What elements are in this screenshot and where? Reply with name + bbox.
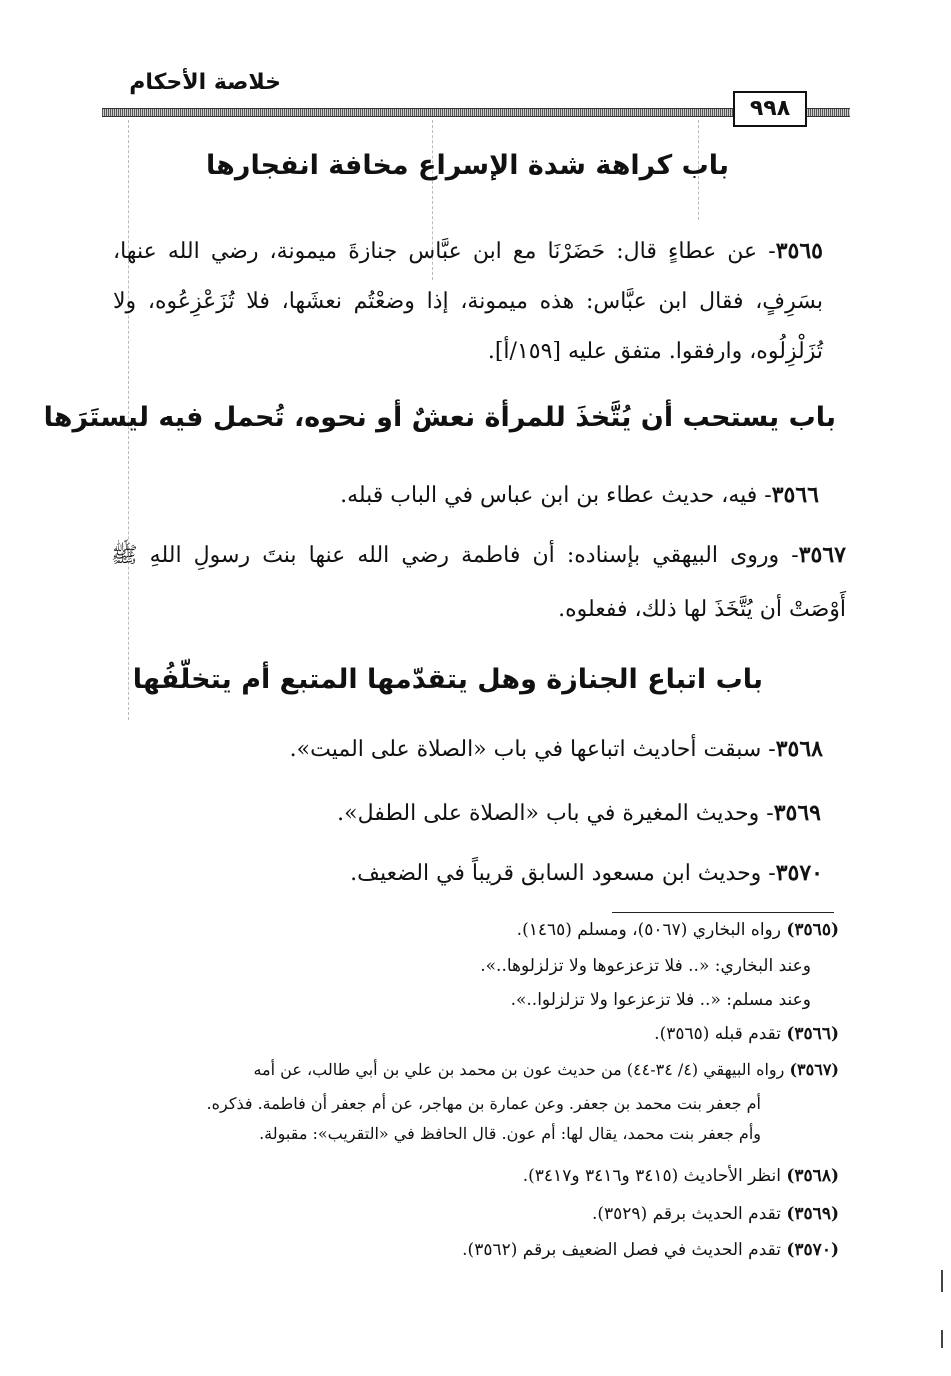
footnote-text: وعند مسلم: «.. فلا تزعزعوا ولا تزلزلوا..». bbox=[510, 990, 811, 1010]
header-band-left bbox=[102, 108, 756, 117]
hadith-number: ٣٥٦٦ bbox=[771, 482, 819, 508]
page-number: ٩٩٨ bbox=[733, 91, 807, 127]
footnote-number: (٣٥٦٥) bbox=[786, 920, 839, 940]
hadith-text-line: أَوْصَتْ أن يُتَّخَذَ لها ذلك، ففعلوه. bbox=[558, 597, 846, 622]
hadith-text-line: وحديث المغيرة في باب «الصلاة على الطفل». bbox=[337, 801, 760, 826]
footnote-text: تقدم الحديث في فصل الضعيف برقم (٣٥٦٢). bbox=[462, 1240, 781, 1260]
footnote bbox=[592, 1204, 839, 1224]
footnote-continuation bbox=[207, 1094, 761, 1113]
chapter-heading-1: باب كراهة شدة الإسراع مخافة انفجارها bbox=[206, 150, 729, 181]
hadith-text-line: بسَرِفٍ، فقال ابن عبَّاس: هذه ميمونة، إذا وضعْتُم نعشَها، فلا تُزَعْزِعُوه، ولا bbox=[113, 289, 823, 314]
header-band-right bbox=[806, 108, 850, 117]
hadith-3569: ٣٥٦٩- وحديث المغيرة في باب «الصلاة على الطفل». bbox=[337, 800, 821, 826]
footnote-number: (٣٥٦٦) bbox=[786, 1024, 839, 1044]
dash: - bbox=[757, 239, 776, 264]
hadith-text-line: سبقت أحاديث اتباعها في باب «الصلاة على الميت». bbox=[289, 737, 762, 762]
footnote-text: انظر الأحاديث (٣٤١٥ و٣٤١٦ و٣٤١٧). bbox=[522, 1166, 781, 1186]
footnote-number: (٣٥٧٠) bbox=[786, 1240, 839, 1260]
hadith-number: ٣٥٦٩ bbox=[773, 800, 821, 826]
hadith-text-line: وحديث ابن مسعود السابق قريباً في الضعيف. bbox=[350, 861, 762, 886]
footnote-continuation bbox=[259, 1124, 761, 1143]
footnote-number: (٣٥٦٩) bbox=[786, 1204, 839, 1224]
footnote-continuation bbox=[480, 956, 811, 976]
hadith-3566: ٣٥٦٦- فيه، حديث عطاء بن ابن عباس في الباب قبله. bbox=[340, 482, 819, 508]
running-title: خلاصة الأحكام bbox=[129, 70, 281, 95]
footnote-text: وعند البخاري: «.. فلا تزعزعوها ولا تزلزلوها..». bbox=[480, 956, 811, 976]
chapter-heading-3: باب اتباع الجنازة وهل يتقدّمها المتبع أم يتخلّفُها bbox=[132, 664, 763, 695]
footnote-text: أم جعفر بنت محمد بن جعفر. وعن عمارة بن مهاجر، عن أم جعفر أن فاطمة. فذكره. bbox=[206, 1094, 761, 1113]
footnote-text: رواه البخاري (٥٠٦٧)، ومسلم (١٤٦٥). bbox=[516, 920, 781, 940]
footnote bbox=[462, 1240, 839, 1260]
hadith-number: ٣٥٦٥ bbox=[775, 238, 823, 264]
scan-edge-mark bbox=[941, 1270, 943, 1292]
footnote bbox=[253, 1060, 839, 1079]
hadith-text-line: تُزَلْزِلُوه، وارفقوا. متفق عليه [١٥٩/أ]. bbox=[487, 339, 823, 364]
chapter-heading-2: باب يستحب أن يُتَّخذَ للمرأة نعشٌ أو نحوه، تُحمل فيه ليستَرَها bbox=[43, 402, 836, 433]
footnote-continuation bbox=[511, 990, 811, 1010]
hadith-text-line: وروى البيهقي بإسناده: أن فاطمة رضي الله عنها بنتَ رسولِ اللهِ ﷺ bbox=[111, 543, 780, 568]
hadith-text-line: عن عطاءٍ قال: حَضَرْنَا مع ابن عبَّاس جنازةَ ميمونة، رضي الله عنها، bbox=[113, 239, 758, 264]
footnote-text: تقدم قبله (٣٥٦٥). bbox=[654, 1024, 781, 1044]
scan-edge-mark bbox=[941, 1330, 943, 1348]
hadith-number: ٣٥٧٠ bbox=[775, 860, 823, 886]
hadith-3568: ٣٥٦٨- سبقت أحاديث اتباعها في باب «الصلاة على الميت». bbox=[289, 736, 823, 762]
hadith-number: ٣٥٦٧ bbox=[798, 542, 846, 568]
footnote-text: وأم جعفر بنت محمد، يقال لها: أم عون. قال الحافظ في «التقريب»: مقبولة. bbox=[259, 1124, 761, 1143]
hadith-text-line: فيه، حديث عطاء بن ابن عباس في الباب قبله. bbox=[340, 483, 758, 508]
hadith-3565 bbox=[113, 226, 823, 377]
footnote-separator bbox=[612, 912, 834, 913]
footnote-number: (٣٥٦٧) bbox=[789, 1060, 839, 1079]
hadith-3570: ٣٥٧٠- وحديث ابن مسعود السابق قريباً في الضعيف. bbox=[350, 860, 823, 886]
hadith-number: ٣٥٦٨ bbox=[775, 736, 823, 762]
footnote bbox=[523, 1166, 839, 1186]
hadith-3567: ٣٥٦٧- وروى البيهقي بإسناده: أن فاطمة رضي الله عنها بنتَ رسولِ اللهِ ﷺ أَوْصَتْ أن يُتَّخَذَ لها ذلك، ففعلوه. bbox=[111, 542, 846, 622]
footnote bbox=[654, 1024, 839, 1044]
footnote bbox=[517, 920, 839, 940]
footnote-text: رواه البيهقي (٤/ ٣٤-٤٤) من حديث عون بن محمد بن علي بن أبي طالب، عن أمه bbox=[253, 1060, 785, 1079]
footnote-text: تقدم الحديث برقم (٣٥٢٩). bbox=[591, 1204, 781, 1224]
footnote-number: (٣٥٦٨) bbox=[786, 1166, 839, 1186]
